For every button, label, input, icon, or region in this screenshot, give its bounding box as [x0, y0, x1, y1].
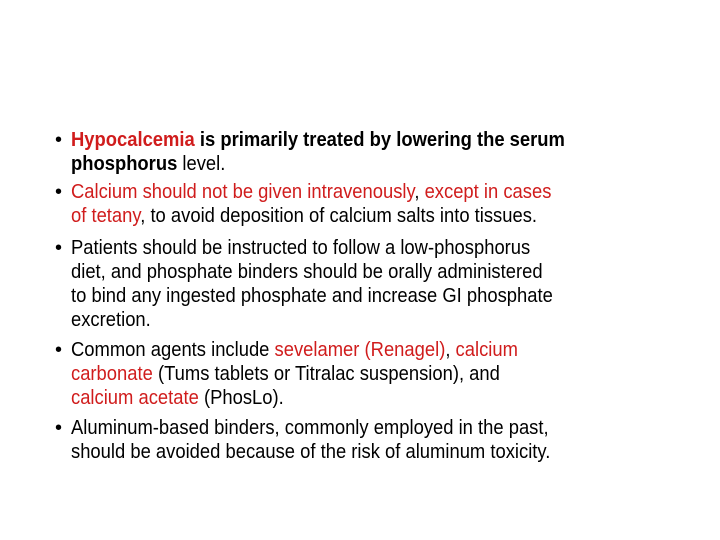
highlighted-text: except in cases — [424, 181, 552, 203]
bullet-dot-icon: • — [55, 181, 63, 203]
highlighted-text: Hypocalcemia — [71, 129, 195, 151]
text-segment: Common agents include — [71, 339, 275, 361]
bullet-dot-icon: • — [55, 129, 63, 151]
bullet-line — [71, 284, 553, 308]
bullet-line — [71, 152, 225, 176]
highlighted-text: of tetany — [71, 205, 141, 227]
bullet-line — [71, 416, 549, 440]
bullet-dot-icon: • — [55, 417, 63, 439]
highlighted-text: Calcium should not be given intravenously — [71, 181, 415, 203]
bullet-dot-icon: • — [55, 237, 63, 259]
text-segment: (Tums tablets or Titralac suspension), and — [152, 363, 500, 385]
bullet-line — [71, 260, 543, 284]
highlighted-text: calcium acetate — [71, 387, 199, 409]
text-segment: excretion. — [71, 309, 151, 331]
text-segment: is primarily treated by lowering the serum — [194, 129, 565, 151]
text-segment: should be avoided because of the risk of aluminum toxicity. — [71, 441, 551, 463]
bullet-line — [71, 180, 551, 204]
text-segment: , — [414, 181, 425, 203]
bullet-line — [71, 440, 550, 464]
text-segment: diet, and phosphate binders should be orally administered — [71, 261, 543, 283]
bullet-line — [71, 386, 284, 410]
bullet-dot-icon: • — [55, 339, 63, 361]
bullet-line — [71, 236, 530, 260]
text-segment: phosphorus — [71, 153, 178, 175]
highlighted-text: calcium — [455, 339, 518, 361]
bullet-line — [71, 204, 537, 228]
text-segment: (PhosLo). — [198, 387, 284, 409]
text-segment: , — [445, 339, 456, 361]
text-segment: to bind any ingested phosphate and increase GI phosphate — [71, 285, 553, 307]
text-segment: , to avoid deposition of calcium salts into tissues. — [140, 205, 538, 227]
text-segment: Patients should be instructed to follow a low-phosphorus — [71, 237, 531, 259]
bullet-line — [71, 338, 518, 362]
bullet-line — [71, 362, 500, 386]
bullet-line — [71, 128, 565, 152]
text-segment: level. — [177, 153, 226, 175]
highlighted-text: carbonate — [71, 363, 153, 385]
highlighted-text: sevelamer (Renagel) — [274, 339, 446, 361]
text-segment: Aluminum-based binders, commonly employed in the past, — [71, 417, 549, 439]
bullet-line — [71, 308, 151, 332]
